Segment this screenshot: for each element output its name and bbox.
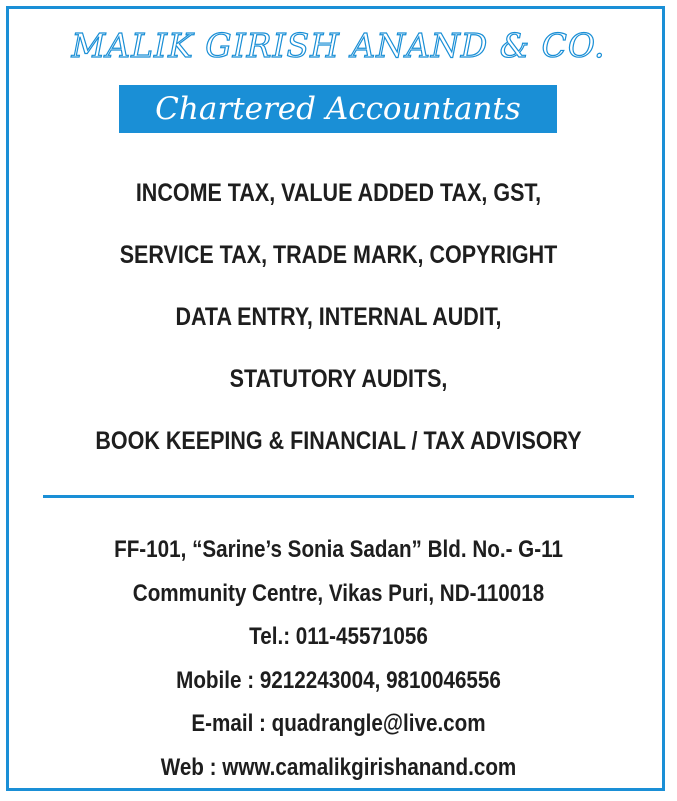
address-line-1: FF-101, “Sarine’s Sonia Sadan” Bld. No.- G-11 (114, 536, 563, 563)
service-line: BOOK KEEPING & FINANCIAL / TAX ADVISORY (95, 427, 582, 455)
service-line: DATA ENTRY, INTERNAL AUDIT, (175, 303, 502, 331)
address-line-2: Community Centre, Vikas Puri, ND-110018 (132, 579, 545, 607)
contact-block (0, 530, 677, 791)
service-line: STATUTORY AUDITS, (229, 365, 448, 393)
website: Web : www.camalikgirishanand.com (160, 753, 517, 781)
firm-name: MALIK GIRISH ANAND & CO. (71, 26, 606, 65)
section-divider (43, 495, 634, 498)
subtitle-banner: Chartered Accountants (119, 85, 557, 133)
email: E-mail : quadrangle@live.com (191, 710, 486, 737)
service-line: INCOME TAX, VALUE ADDED TAX, GST, (135, 179, 542, 207)
services-list (0, 170, 677, 480)
service-line: SERVICE TAX, TRADE MARK, COPYRIGHT (119, 241, 558, 269)
mobile: Mobile : 9212243004, 9810046556 (176, 666, 501, 694)
telephone: Tel.: 011-45571056 (249, 623, 428, 650)
